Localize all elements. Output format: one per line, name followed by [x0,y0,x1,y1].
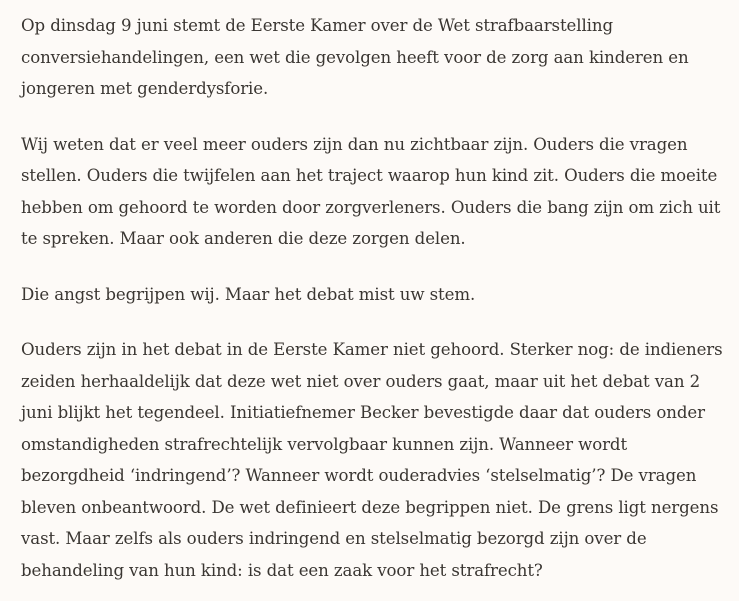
paragraph-parents-concerns: Wij weten dat er veel meer ouders zijn dan nu zichtbaar zijn. Ouders die vragen stellen. Ouders die twijfelen aan het traject waarop hun kind zit. Ouders die moeite hebben om gehoord te worden door zorgverleners. Ouders die bang zijn om zich uit te spreken. Maar ook anderen die deze zorgen delen. [21,134,721,248]
paragraph-debate: Ouders zijn in het debat in de Eerste Kamer niet gehoord. Sterker nog: de indieners zeiden herhaaldelijk dat deze wet niet over ouders gaat, maar uit het debat van 2 juni blijkt het tegendeel. Initiatiefnemer Becker bevestigde daar dat ouders onder omstandigheden strafrechtelijk vervolgbaar kunnen zijn. Wanneer wordt bezorgdheid ‘indringend’? Wanneer wordt ouderadvies ‘stelselmatig’? De vragen bleven onbeantwoord. De wet definieert deze begrippen niet. De grens ligt nergens vast. Maar zelfs als ouders indringend en stelselmatig bezorgd zijn over de behandeling van hun kind: is dat een zaak voor het strafrecht? [21,340,723,580]
paragraph-vote-announcement: Op dinsdag 9 juni stemt de Eerste Kamer over de Wet strafbaarstelling conversiehandelingen, een wet die gevolgen heeft voor de zorg aan kinderen en jongeren met genderdysforie. [21,16,689,98]
paragraph-fear: Die angst begrijpen wij. Maar het debat mist uw stem. [21,284,476,304]
